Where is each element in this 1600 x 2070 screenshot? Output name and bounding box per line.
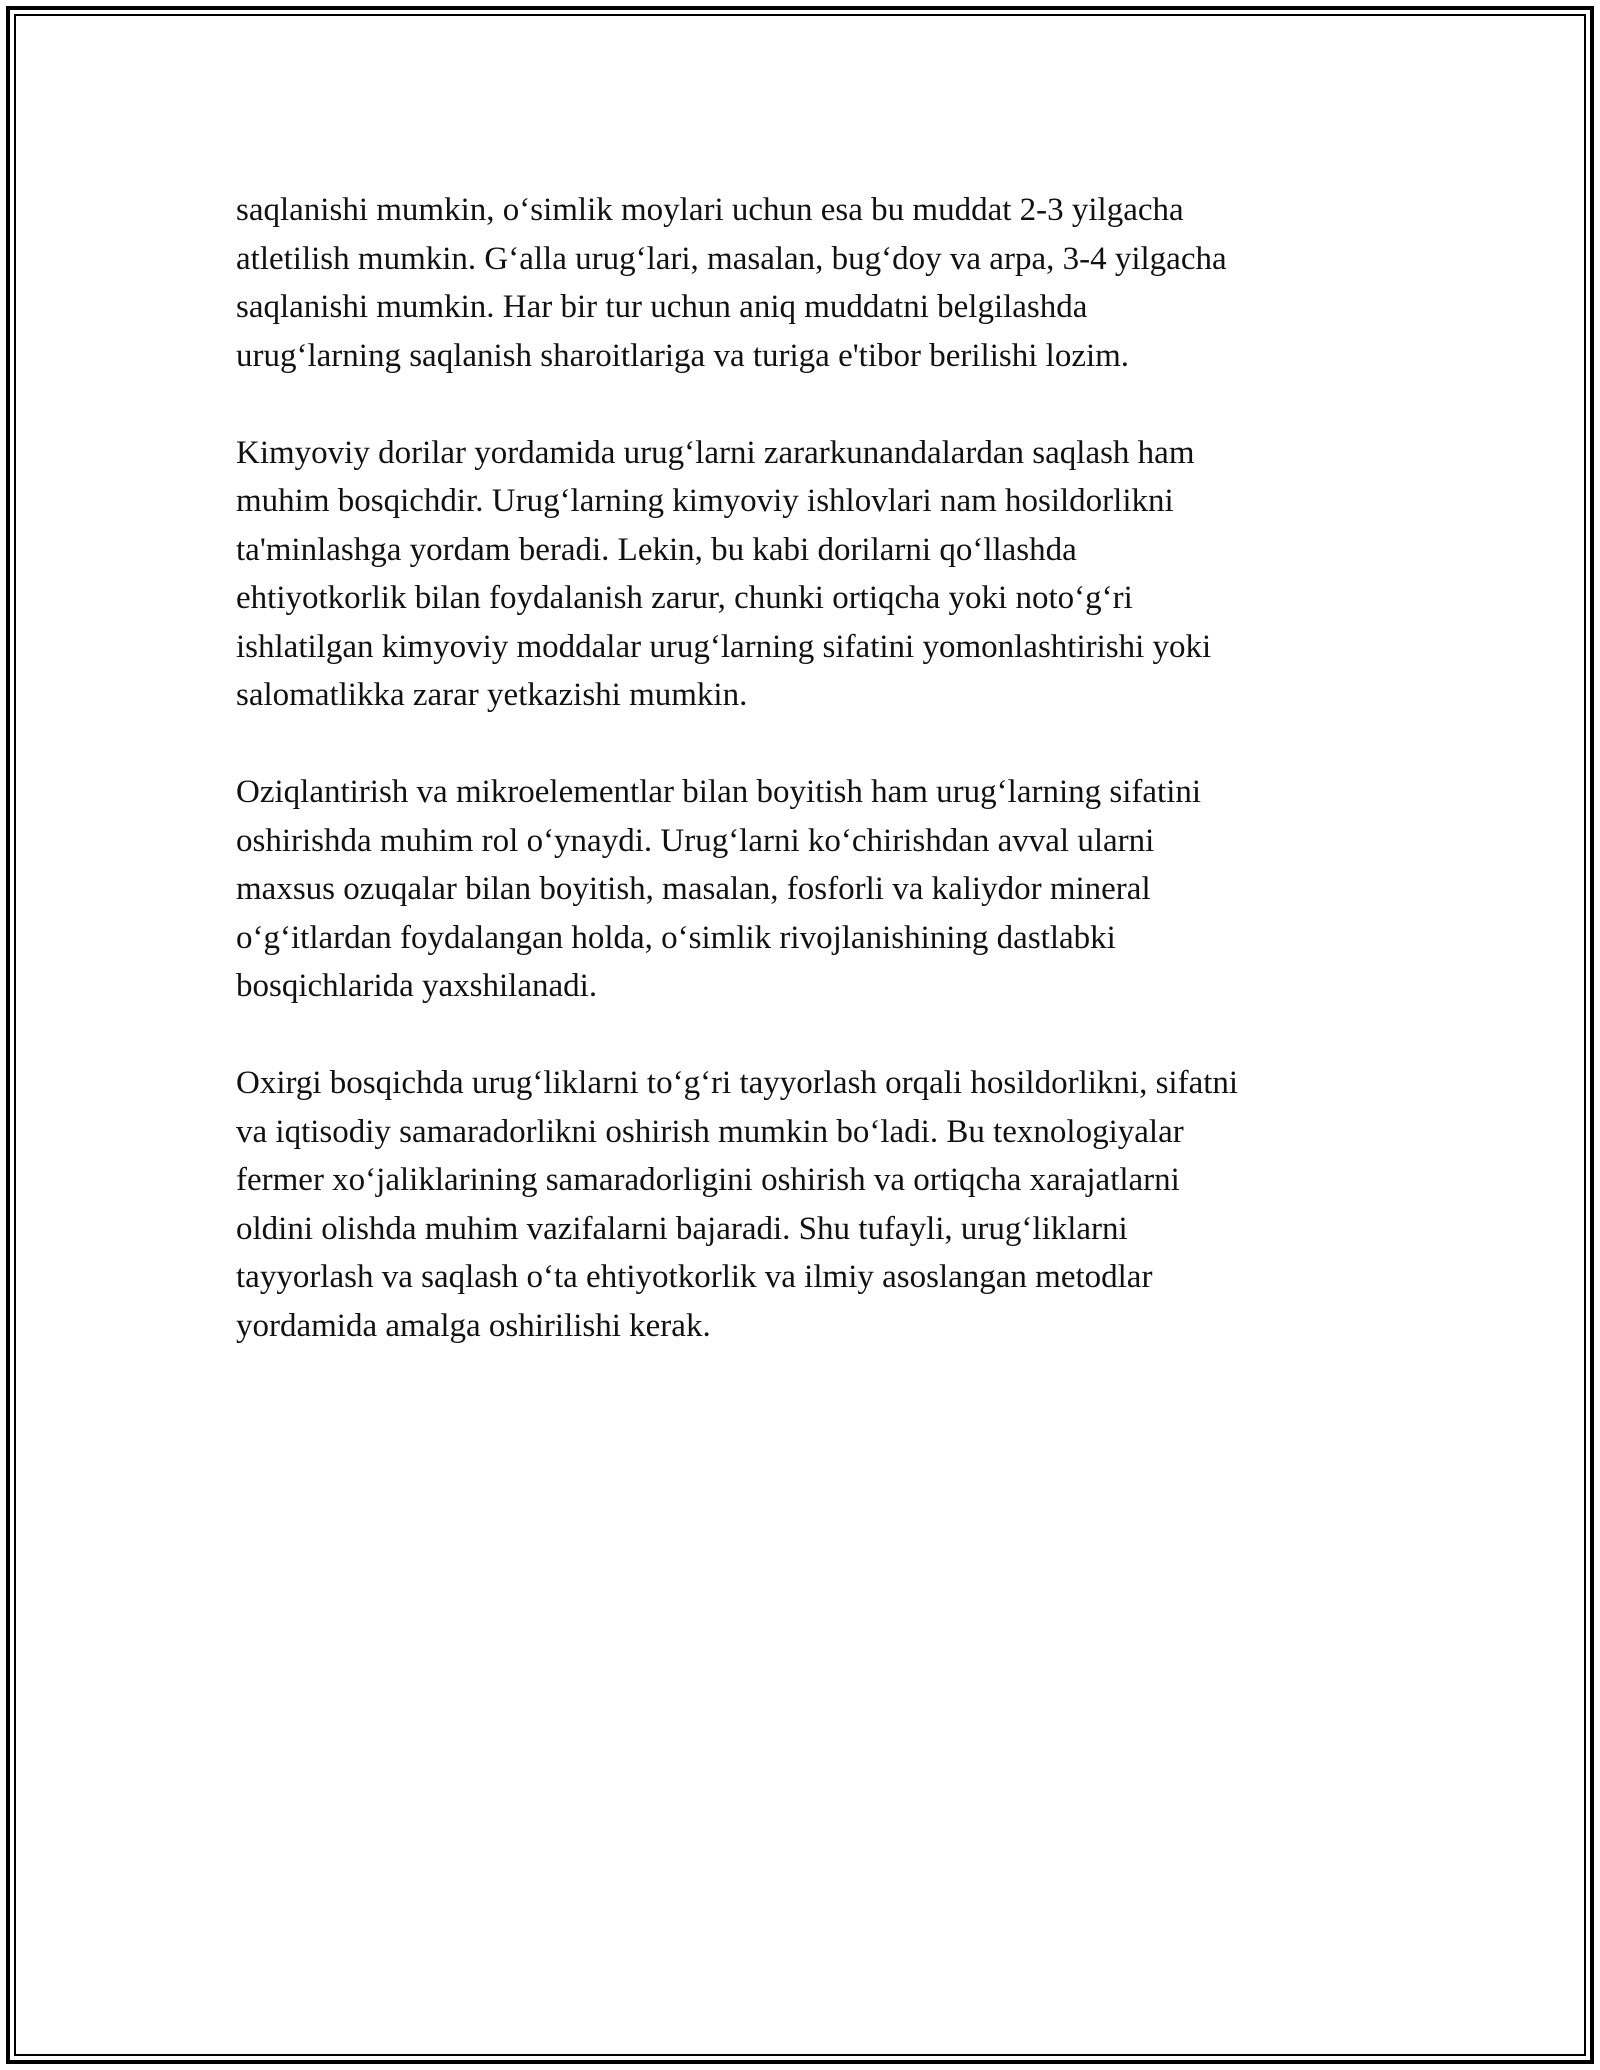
text-line: saqlanishi mumkin. Har bir tur uchun aniq muddatni belgilashda (236, 289, 1088, 325)
paragraph-4 (236, 1059, 1376, 1350)
text-line: bosqichlarida yaxshilanadi. (236, 968, 598, 1004)
paragraph-3 (236, 768, 1376, 1011)
text-line: saqlanishi mumkin, o‘simlik moylari uchun esa bu muddat 2-3 yilgacha (236, 192, 1184, 228)
text-line: atletilish mumkin. G‘alla urug‘lari, masalan, bug‘doy va arpa, 3-4 yilgacha (236, 240, 1227, 277)
text-line: yordamida amalga oshirilishi kerak. (236, 1307, 711, 1344)
text-line: urug‘larning saqlanish sharoitlariga va turiga e'tibor berilishi lozim. (236, 337, 1130, 374)
paragraph-1 (236, 186, 1376, 380)
text-line: Oziqlantirish va mikroelementlar bilan boyitish ham urug‘larning sifatini (236, 774, 1202, 810)
text-line: maxsus ozuqalar bilan boyitish, masalan, fosforli va kaliydor mineral (236, 871, 1151, 907)
text-line: Oxirgi bosqichda urug‘liklarni to‘g‘ri tayyorlash orqali hosildorlikni, sifatni (236, 1065, 1239, 1101)
text-line: muhim bosqichdir. Urug‘larning kimyoviy ishlovlari nam hosildorlikni (236, 483, 1174, 519)
text-line: ta'minlashga yordam beradi. Lekin, bu kabi dorilarni qo‘llashda (236, 531, 1077, 568)
text-line: oshirishda muhim rol o‘ynaydi. Urug‘larni ko‘chirishdan avval ularni (236, 822, 1155, 859)
text-line: o‘g‘itlardan foydalangan holda, o‘simlik rivojlanishining dastlabki (236, 919, 1116, 956)
text-line: Kimyoviy dorilar yordamida urug‘larni zararkunandalardan saqlash ham (236, 434, 1195, 471)
text-line: fermer xo‘jaliklarining samaradorligini oshirish va ortiqcha xarajatlarni (236, 1162, 1180, 1198)
text-line: tayyorlash va saqlash o‘ta ehtiyotkorlik va ilmiy asoslangan metodlar (236, 1259, 1153, 1295)
text-line: va iqtisodiy samaradorlikni oshirish mumkin bo‘ladi. Bu texnologiyalar (236, 1113, 1184, 1150)
text-line: ehtiyotkorlik bilan foydalanish zarur, chunki ortiqcha yoki noto‘g‘ri (236, 580, 1133, 616)
paragraph-2 (236, 429, 1376, 720)
document-body (236, 186, 1376, 1399)
text-line: salomatlikka zarar yetkazishi mumkin. (236, 677, 748, 713)
text-line: oldini olishda muhim vazifalarni bajaradi. Shu tufayli, urug‘liklarni (236, 1210, 1128, 1247)
text-line: ishlatilgan kimyoviy moddalar urug‘larning sifatini yomonlashtirishi yoki (236, 628, 1212, 665)
